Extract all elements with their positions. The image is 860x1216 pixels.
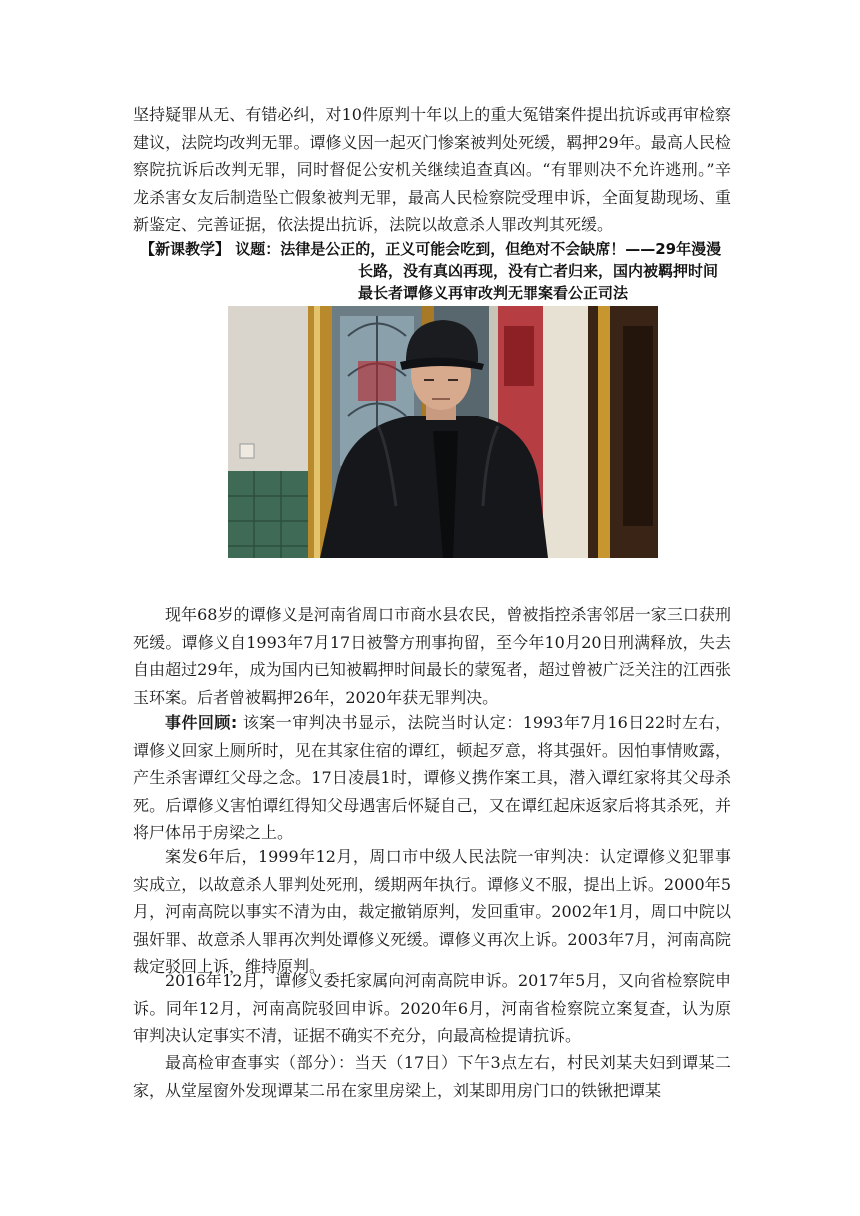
section-heading-line-1: 【新课教学】 议题：法律是公正的，正义可能会吃到，但绝对不会缺席！——29年漫漫 [140,240,722,258]
section-heading-line-3: 最长者谭修义再审改判无罪案看公正司法 [358,284,629,302]
body-paragraph-4: 2016年12月，谭修义委托家属向河南高院申诉。2017年5月，又向省检察院申诉。同年12月，河南高院驳回申诉。2020年6月，河南省检察院立案复查，认为原审判决认定事实不清，证据不确实不充分，向最高检提请抗诉。 [133,971,731,1045]
intro-paragraph: 坚持疑罪从无、有错必纠，对10件原判十年以上的重大冤错案件提出抗诉或再审检察建议，法院均改判无罪。谭修义因一起灭门惨案被判处死缓，羁押29年。最高人民检察院抗诉后改判无罪，同时督促公安机关继续追查真凶。“有罪则决不允许逃刑。”辛龙杀害女友后制造坠亡假象被判无罪，最高人民检察院受理申诉，全面复勘现场、重新鉴定、完善证据，依法提出抗诉，法院以故意杀人罪改判其死缓。 [133,105,731,234]
body-paragraph-3: 案发6年后，1999年12月，周口市中级人民法院一审判决：认定谭修义犯罪事实成立，以故意杀人罪判处死刑，缓期两年执行。谭修义不服，提出上诉。2000年5月，河南高院以事实不清为由，裁定撤销原判，发回重审。2002年1月，周口中院以强奸罪、故意杀人罪再次判处谭修义死缓。谭修义再次上诉。2003年7月，河南高院裁定驳回上诉，维持原判。 [133,847,731,976]
body-paragraph-1: 现年68岁的谭修义是河南省周口市商水县农民，曾被指控杀害邻居一家三口获刑死缓。谭修义自1993年7月17日被警方刑事拘留，至今年10月20日刑满释放，失去自由超过29年，成为国内已知被羁押时间最长的蒙冤者，超过曾被广泛关注的江西张玉环案。后者曾被羁押26年，2020年获无罪判决。 [133,605,731,707]
photo-tan-xiuyi [228,306,658,558]
section-heading [140,238,740,304]
body-paragraph-5: 最高检审查事实（部分）：当天（17日）下午3点左右，村民刘某夫妇到谭某二家，从堂屋窗外发现谭某二吊在家里房梁上，刘某即用房门口的铁锹把谭某 [133,1053,731,1100]
section-heading-line-2: 长路，没有真凶再现，没有亡者归来，国内被羁押时间 [358,262,719,280]
body-paragraph-2 [133,709,731,847]
event-review-text: 该案一审判决书显示，法院当时认定：1993年7月16日22时左右，谭修义回家上厕所时，见在其家住宿的谭红，顿起歹意，将其强奸。因怕事情败露，产生杀害谭红父母之念。17日凌晨1时，谭修义携作案工具，潜入谭红家将其父母杀死。后谭修义害怕谭红得知父母遇害后怀疑自己，又在谭红起床返家后将其杀死，并将尸体吊于房梁之上。 [133,713,731,842]
event-review-label: 事件回顾: [165,713,238,732]
